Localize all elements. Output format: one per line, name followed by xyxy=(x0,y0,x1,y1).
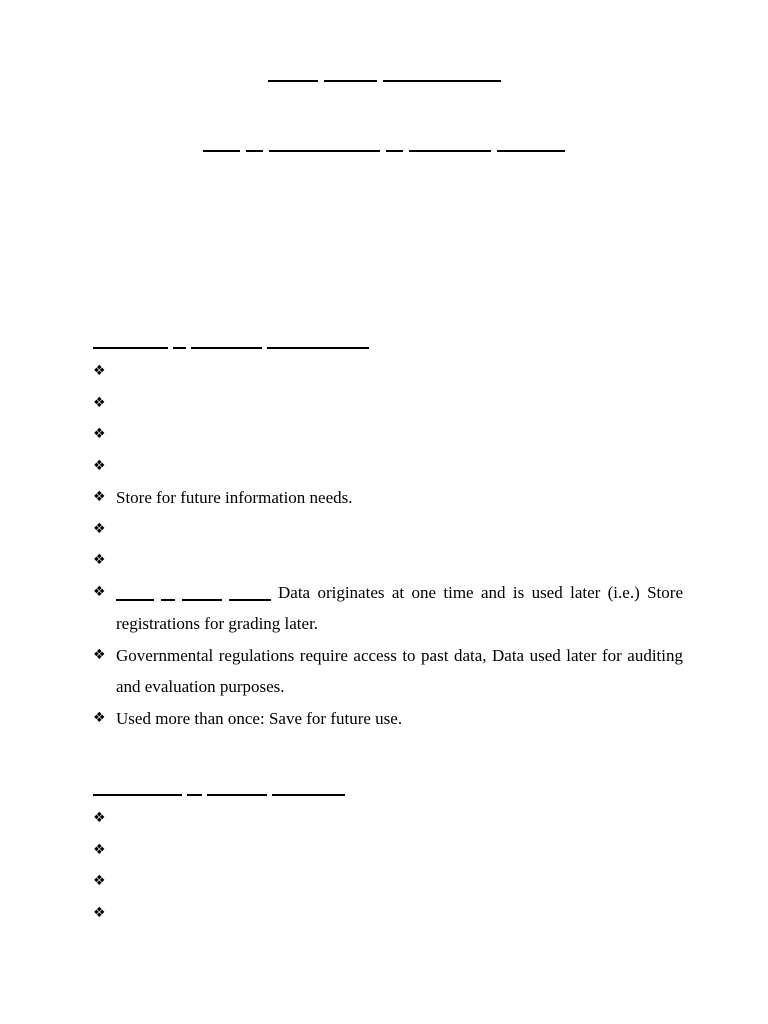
redacted-word xyxy=(187,794,202,796)
diamond-bullet-icon: ❖ xyxy=(93,489,106,505)
diamond-bullet-icon: ❖ xyxy=(93,520,106,537)
diamond-bullet-icon: ❖ xyxy=(93,363,106,379)
redacted-word xyxy=(161,599,175,601)
diamond-bullet-icon: ❖ xyxy=(93,709,106,726)
list-item-text: Used more than once: Save for future use. xyxy=(116,708,403,728)
document-title xyxy=(0,80,768,82)
redacted-word xyxy=(173,347,186,349)
section-heading-2 xyxy=(93,794,350,796)
redacted-word xyxy=(229,599,271,601)
redacted-word xyxy=(93,794,182,796)
list-item xyxy=(93,482,683,514)
redacted-word xyxy=(272,794,345,796)
diamond-bullet-icon: ❖ xyxy=(93,873,106,889)
list-item xyxy=(93,640,683,703)
redacted-word xyxy=(246,150,263,152)
redacted-word xyxy=(383,80,501,82)
list-item xyxy=(93,419,683,451)
list-item xyxy=(93,835,683,867)
redacted-word xyxy=(386,150,403,152)
list-item xyxy=(93,388,683,420)
diamond-bullet-icon: ❖ xyxy=(93,810,106,826)
redacted-word xyxy=(203,150,240,152)
redacted-word xyxy=(269,150,380,152)
list-item xyxy=(93,356,683,388)
redacted-word xyxy=(116,599,154,601)
section-heading-1 xyxy=(93,347,374,349)
bullet-list-1 xyxy=(93,356,683,734)
diamond-bullet-icon: ❖ xyxy=(93,457,106,474)
list-item xyxy=(93,803,683,835)
diamond-bullet-icon: ❖ xyxy=(93,904,106,921)
redacted-word xyxy=(191,347,262,349)
redacted-word xyxy=(267,347,369,349)
redacted-word xyxy=(409,150,491,152)
redacted-word xyxy=(207,794,267,796)
diamond-bullet-icon: ❖ xyxy=(93,841,106,858)
list-item xyxy=(93,866,683,898)
redacted-word xyxy=(268,80,318,82)
redacted-word xyxy=(93,347,168,349)
list-item-text: Governmental regulations require access to past data, Data used later for auditing and evaluation purposes. xyxy=(116,645,683,696)
list-item xyxy=(93,514,683,546)
list-item-text: Data originates at one time and is used later (i.e.) Store registrations for grading later. xyxy=(116,582,683,633)
diamond-bullet-icon: ❖ xyxy=(93,394,106,411)
bullet-list-2 xyxy=(93,803,683,929)
list-item xyxy=(93,898,683,930)
diamond-bullet-icon: ❖ xyxy=(93,646,106,663)
list-item xyxy=(93,451,683,483)
document-subtitle xyxy=(0,150,768,152)
diamond-bullet-icon: ❖ xyxy=(93,426,106,442)
diamond-bullet-icon: ❖ xyxy=(93,552,106,568)
list-item xyxy=(93,577,683,640)
list-item-text: Store for future information needs. xyxy=(116,488,353,507)
list-item xyxy=(93,545,683,577)
redacted-word xyxy=(324,80,377,82)
list-item xyxy=(93,703,683,735)
diamond-bullet-icon: ❖ xyxy=(93,583,106,600)
redacted-word xyxy=(182,599,222,601)
redacted-word xyxy=(497,150,565,152)
